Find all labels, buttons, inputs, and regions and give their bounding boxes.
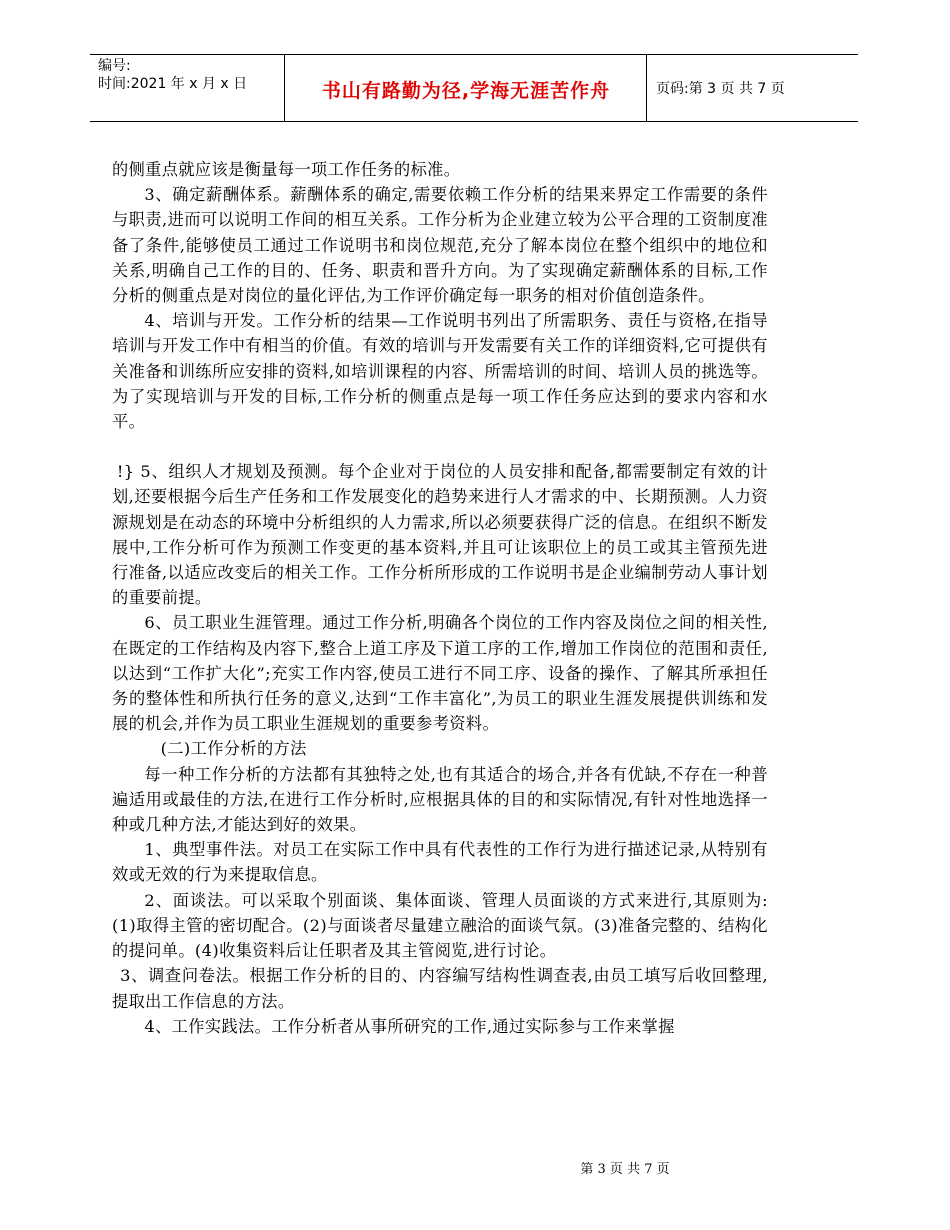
paragraph-1: 的侧重点就应该是衡量每一项工作任务的标准。 [112,160,461,179]
paragraph-9: 2、面谈法。可以采取个别面谈、集体面谈、管理人员面谈的方式来进行,其原则为:(1)取得主管的密切配合。(2)与面谈者尽量建立融洽的面谈气氛。(3)准备完整的、结构化的提问单。(4)收集资料后让任职者及其主管阅览,进行讨论。 [112,890,768,961]
page-footer [0,1158,950,1177]
document-body [112,157,768,1039]
header-motto: 书山有路勤为径,学海无涯苦作舟 [321,80,611,102]
header-bottom-rule [90,121,858,122]
paragraph-7: 每一种工作分析的方法都有其独特之处,也有其适合的场合,并各有优缺,不存在一种普遍适用或最佳的方法,在进行工作分析时,应根据具体的目的和实际情况,有针对性地选择一种或几种方法,才能达到好的效果。 [112,764,768,835]
header-divider-right [646,54,647,122]
paragraph-5: 6、员工职业生涯管理。通过工作分析,明确各个岗位的工作内容及岗位之间的相关性,在既定的工作结构及内容下,整合上道工序及下道工序的工作,增加工作岗位的范围和责任,以达到“工作扩大化”;充实工作内容,使员工进行不同工序、设备的操作、了解其所承担任务的整体性和所执行任务的意义,达到“工作丰富化”,为员工的职业生涯发展提供训练和发展的机会,并作为员工职业生涯规划的重要参考资料。 [112,613,768,734]
paragraph-8: 1、典型事件法。对员工在实际工作中具有代表性的工作行为进行描述记录,从特别有效或无效的行为来提取信息。 [112,840,768,885]
serial-label: 编号: [98,58,131,74]
section-heading-methods: (二)工作分析的方法 [160,739,307,759]
header-meta [98,57,247,93]
paragraph-11: 4、工作实践法。工作分析者从事所研究的工作,通过实际参与工作来掌握 [144,1016,675,1036]
time-label: 时间:2021 年 x 月 x 日 [98,76,248,92]
paragraph-2: 3、确定薪酬体系。薪酬体系的确定,需要依赖工作分析的结果来界定工作需要的条件与职责,进而可以说明工作间的相互关系。工作分析为企业建立较为公平合理的工资制度准备了条件,能够使员工通过工作说明书和岗位规范,充分了解本岗位在整个组织中的地位和关系,明确自己工作的目的、任务、职责和晋升方向。为了实现确定薪酬体系的目标,工作分析的侧重点是对岗位的量化评估,为工作评价确定每一职务的相对价值创造条件。 [112,185,768,306]
footer-page-number: 第 3 页 共 7 页 [580,1162,670,1177]
paragraph-gap [112,434,768,459]
paragraph-3: 4、培训与开发。工作分析的结果—工作说明书列出了所需职务、责任与资格,在指导培训与开发工作中有相当的价值。有效的培训与开发需要有关工作的详细资料,它可提供有关准备和训练所应安排的资料,如培训课程的内容、所需培训的时间、培训人员的挑选等。为了实现培训与开发的目标,工作分析的侧重点是每一项工作任务应达到的要求内容和水平。 [112,311,768,432]
header-page-info: 页码:第 3 页 共 7 页 [656,81,785,97]
header-top-rule [90,54,858,55]
paragraph-4: !} 5、组织人才规划及预测。每个企业对于岗位的人员安排和配备,都需要制定有效的计划,还要根据今后生产任务和工作发展变化的趋势来进行人才需求的中、长期预测。人力资源规划是在动态的环境中分析组织的人力需求,所以必须要获得广泛的信息。在组织不断发展中,工作分析可作为预测工作变更的基本资料,并且可让该职位上的员工或其主管预先进行准备,以适应改变后的相关工作。工作分析所形成的工作说明书是企业编制劳动人事计划的重要前提。 [112,462,768,608]
paragraph-10: 3、调查问卷法。根据工作分析的目的、内容编写结构性调查表,由员工填写后收回整理,提取出工作信息的方法。 [112,966,768,1011]
header-divider-left [284,54,285,122]
page-header [90,54,858,122]
